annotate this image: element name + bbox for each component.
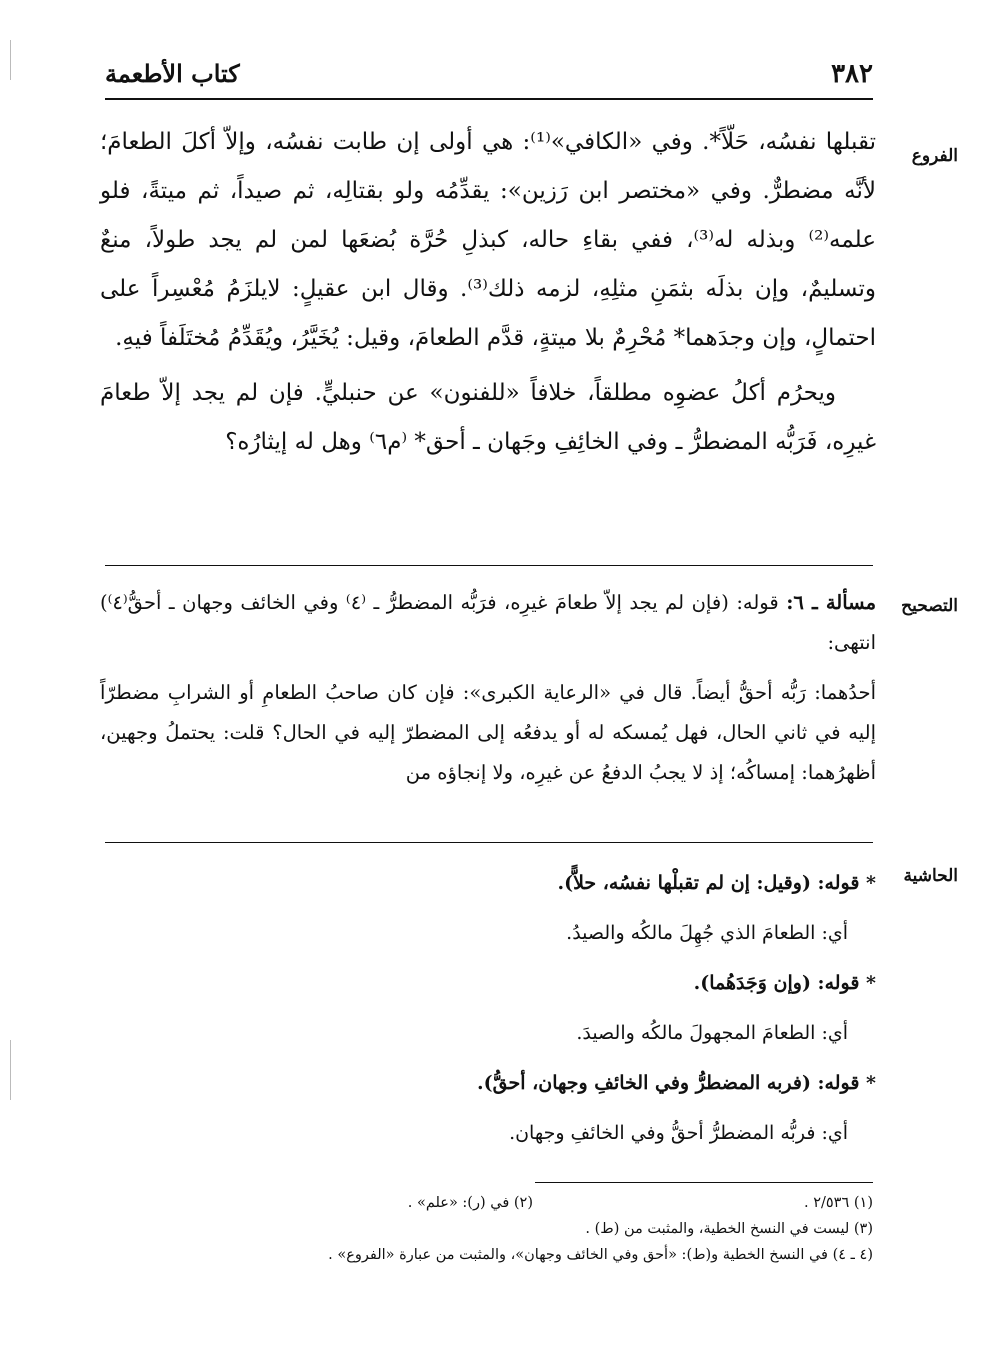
furu-section: [100, 118, 876, 467]
hashiya-item-3-head: * قوله: (فربه المضطرُّ وفي الخائفِ وجهان، أحقُّ).: [477, 1072, 876, 1094]
hashiya-item-1-expl: أي: الطعامَ الذي جُهِلَ مالكُه والصيدُ.: [566, 922, 848, 944]
footnote-line-1: [230, 1190, 873, 1216]
scan-edge-mark-lower: [10, 1040, 11, 1100]
hashiya-item-1-head: * قوله: (وقيل: إن لم تقبلْها نفسُه، حلاًّ).: [557, 872, 876, 894]
header-rule: [105, 98, 873, 100]
footnote-3: (٣) ليست في النسخ الخطية، والمثبت من (ط) .: [585, 1221, 873, 1237]
hashiya-item-3-expl: أي: فربُّه المضطرُّ أحقُّ وفي الخائفِ وجهان.: [509, 1122, 848, 1144]
tashih-paragraph-1-text: قوله: (فإن لم يجد إلاّ طعامَ غيرِه، فرَبُّه المضطرُّ ـ ⁽٤⁾ وفي الخائف وجهان ـ أحقُّ⁽٤⁾) انتهى:: [100, 591, 876, 654]
footnote-4: (٤ ـ ٤) في النسخ الخطية و(ط): «أحق وفي الخائف وجهان»، والمثبت من عبارة «الفروع» .: [328, 1247, 873, 1263]
hashiya-item-2-head: * قوله: (وإن وَجَدَهُما).: [693, 972, 876, 994]
tashih-section: [100, 583, 876, 793]
page-header: [105, 55, 873, 95]
tashih-paragraph-1: [100, 583, 876, 663]
footnotes: [230, 1190, 873, 1268]
furu-label: الفروع: [911, 146, 958, 166]
hashiya-label: الحاشية: [903, 866, 958, 886]
section-rule-1: [105, 565, 873, 566]
footnote-rule: [535, 1182, 873, 1183]
footnote-2: (٢) في (ر): «علم» .: [407, 1195, 533, 1211]
furu-paragraph-2: ويحرُم أكلُ عضوِه مطلقاً، خلافاً «للفنون» عن حنبليٍّ. فإن لم يجد إلاّ طعامَ غيرِه، فَرَبُّه المضطرُّ ـ وفي الخائِفِ وجَهان ـ أحق* ⁽م٦⁾ وهل له إيثارُه؟: [100, 380, 876, 455]
masala-number: مسألة ـ ٦:: [786, 591, 877, 614]
book-title: كتاب الأطعمة: [105, 59, 240, 88]
footnote-1: (١) ٢/٥٣٦ .: [803, 1195, 873, 1211]
hashiya-section: [100, 858, 876, 1158]
tashih-label: التصحيح: [901, 596, 958, 616]
tashih-paragraph-2: أحدُهما: رَبُّه أحقُّ أيضاً. قال في «الرعاية الكبرى»: فإن كان صاحبُ الطعامِ أو الشرابِ مضطرّاً إليه في ثاني الحال، فهل يُمسكه له أو يدفعُه إلى المضطرّ إليه في الحال؟ قلت: يحتملُ وجهين، أظهرُهما: إمساكُه؛ إذ لا يجبُ الدفعُ عن غيرِه، ولا إنجاؤه من: [100, 681, 876, 784]
section-rule-2: [105, 842, 873, 843]
hashiya-item-2-expl: أي: الطعامَ المجهولَ مالكُه والصيدَ.: [576, 1022, 848, 1044]
scan-edge-mark: [10, 40, 11, 80]
page-number: ٣٨٢: [831, 59, 873, 89]
furu-paragraph-1: تقبلها نفسُه، حَلّاً*. وفي «الكافي»⁽¹⁾: هي أولى إن طابت نفسُه، وإلاّ أكلَ الطعامَ؛ لأنَّه مضطرٌّ. وفي «مختصر ابن رَزين»: يقدِّمُه ولو بقتالِه، ثم صيداً، ثم ميتةً، فلو علمه⁽²⁾ وبذله له⁽³⁾، ففي بقاءِ حاله، كبذلِ حُرَّة بُضعَها لمن لم يجد طولاً، منعٌ وتسليمٌ، وإن بذلَه بثمَنِ مثلِهِ، لزمه ذلك⁽³⁾. وقال ابن عقيلٍ: لايلزَمُ مُعْسِراً على احتمالٍ، وإن وجدَهما* مُحْرِمٌ بلا ميتةٍ، قدَّم الطعامَ، وقيل: يُخَيَّرُ، ويُقَدِّمُ مُختَلَفاً فيهِ.: [100, 129, 877, 351]
